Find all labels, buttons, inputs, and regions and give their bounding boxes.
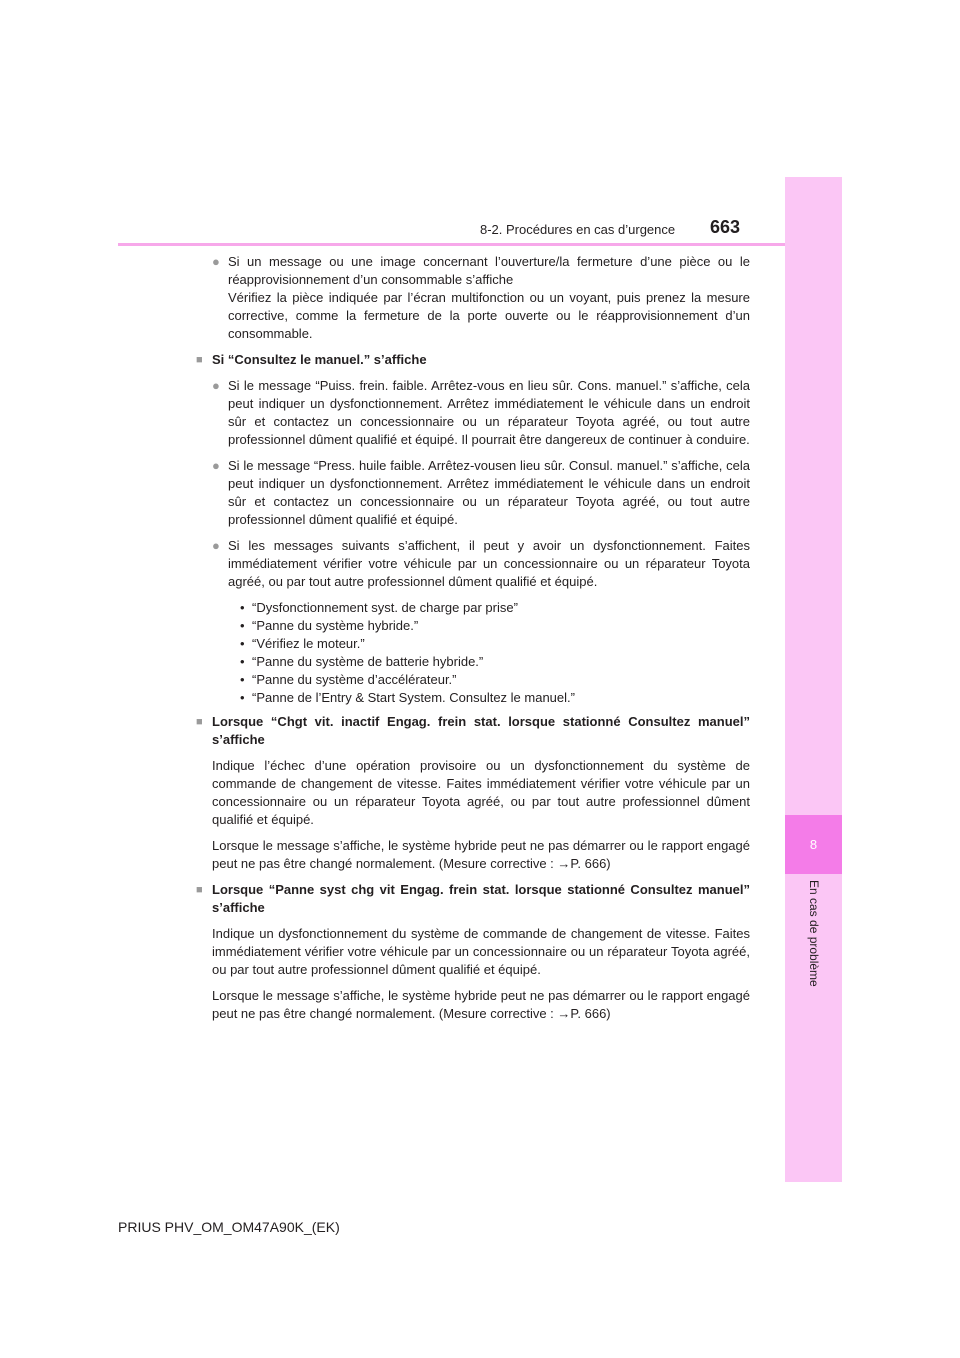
list-dot: • — [240, 600, 245, 615]
chapter-label: En cas de problème — [807, 880, 821, 987]
section-heading — [196, 351, 750, 369]
chapter-number: 8 — [809, 837, 818, 852]
list-item: • “Dysfonctionnement syst. de charge par prise” — [240, 600, 518, 615]
main-content — [196, 253, 750, 1031]
page-number: 663 — [710, 217, 741, 237]
bullet-paragraph: Vérifiez la pièce indiquée par l’écran multifonction ou un voyant, puis prenez la mesure corrective, comme la fermeture de la porte ouverte ou le réapprovisionnement d’un consommable. — [228, 290, 750, 341]
heading-text: Lorsque “Panne syst chg vit Engag. frein stat. lorsque stationné Consultez manuel” s’affiche — [212, 882, 750, 915]
bullet-icon: ● — [212, 538, 220, 553]
heading-text: Lorsque “Chgt vit. inactif Engag. frein stat. lorsque stationné Consultez manuel” s’affiche — [212, 714, 750, 747]
footer-doc-id: PRIUS PHV_OM_OM47A90K_(EK) — [118, 1219, 340, 1235]
bullet-item — [212, 457, 750, 529]
paragraph: Indique un dysfonctionnement du système de commande de changement de vitesse. Faites immédiatement vérifier votre véhicule par un concessionnaire ou un réparateur Toyota agréé, ou par tout autre professionnel dûment qualifié et équipé. — [212, 926, 750, 977]
list-item: • “Panne du système hybride.” — [240, 618, 419, 633]
bullet-text: Si les messages suivants s’affichent, il peut y avoir un dysfonctionnement. Faites immédiatement vérifier votre véhicule par un concessionnaire ou un réparateur Toyota agréé, ou par tout autre professionnel dûment qualifié et équipé. — [228, 538, 750, 589]
bullet-text: Si le message “Press. huile faible. Arrêtez-vousen lieu sûr. Consul. manuel.” s’affiche, cela peut indiquer un dysfonctionnement. Arrêtez immédiatement le véhicule dans un endroit sûr et contactez un concessionnaire ou un réparateur Toyota agréé, ou tout autre professionnel dûment qualifié et équipé. — [228, 458, 750, 527]
bullet-icon: ● — [212, 378, 220, 393]
list-dot: • — [240, 690, 245, 705]
list-dot: • — [240, 672, 245, 687]
section-heading — [196, 881, 750, 917]
list-item: • “Panne de l’Entry & Start System. Consultez le manuel.” — [240, 690, 575, 705]
paragraph: Lorsque le message s’affiche, le système hybride peut ne pas démarrer ou le rapport engagé peut ne pas être changé normalement. (Mesure corrective : →P. 666) — [212, 988, 750, 1021]
section-heading — [196, 713, 750, 749]
list-dot: • — [240, 636, 245, 651]
chapter-box — [785, 815, 842, 874]
header-rule — [118, 243, 785, 246]
bullet-item — [212, 377, 750, 449]
list-item: • “Panne du système d’accélérateur.” — [240, 672, 457, 687]
message-list — [212, 599, 750, 707]
paragraph: Indique l’échec d’une opération provisoire ou un dysfonctionnement du système de commande de changement de vitesse. Faites immédiatement vérifier votre véhicule par un concessionnaire ou un réparateur Toyota agréé, ou par tout autre professionnel dûment qualifié et équipé. — [212, 758, 750, 827]
bullet-item — [212, 253, 750, 343]
list-item: • “Panne du système de batterie hybride.” — [240, 654, 484, 669]
bullet-item — [212, 537, 750, 591]
list-item: • “Vérifiez le moteur.” — [240, 636, 365, 651]
list-dot: • — [240, 654, 245, 669]
bullet-text: Si le message “Puiss. frein. faible. Arrêtez-vous en lieu sûr. Cons. manuel.” s’affiche, cela peut indiquer un dysfonctionnement. Arrêtez immédiatement le véhicule dans un endroit sûr et contactez un concessionnaire ou un réparateur Toyota agréé, ou tout autre professionnel dûment qualifié et équipé. Il pourrait être dangereux de continuer à conduire. — [228, 378, 750, 447]
paragraph: Lorsque le message s’affiche, le système hybride peut ne pas démarrer ou le rapport engagé peut ne pas être changé normalement. (Mesure corrective : →P. 666) — [212, 838, 750, 871]
heading-icon: ■ — [196, 884, 203, 896]
heading-icon: ■ — [196, 354, 203, 366]
side-tab — [785, 177, 842, 1182]
heading-text: Si “Consultez le manuel.” s’affiche — [212, 352, 427, 367]
bullet-text: Si un message ou une image concernant l’ouverture/la fermeture d’une pièce ou le réapprovisionnement d’un consommable s’affiche — [228, 254, 750, 287]
heading-icon: ■ — [196, 716, 203, 728]
bullet-icon: ● — [212, 458, 220, 473]
header-section-title: 8-2. Procédures en cas d’urgence — [480, 222, 676, 237]
bullet-icon: ● — [212, 254, 220, 269]
list-dot: • — [240, 618, 245, 633]
